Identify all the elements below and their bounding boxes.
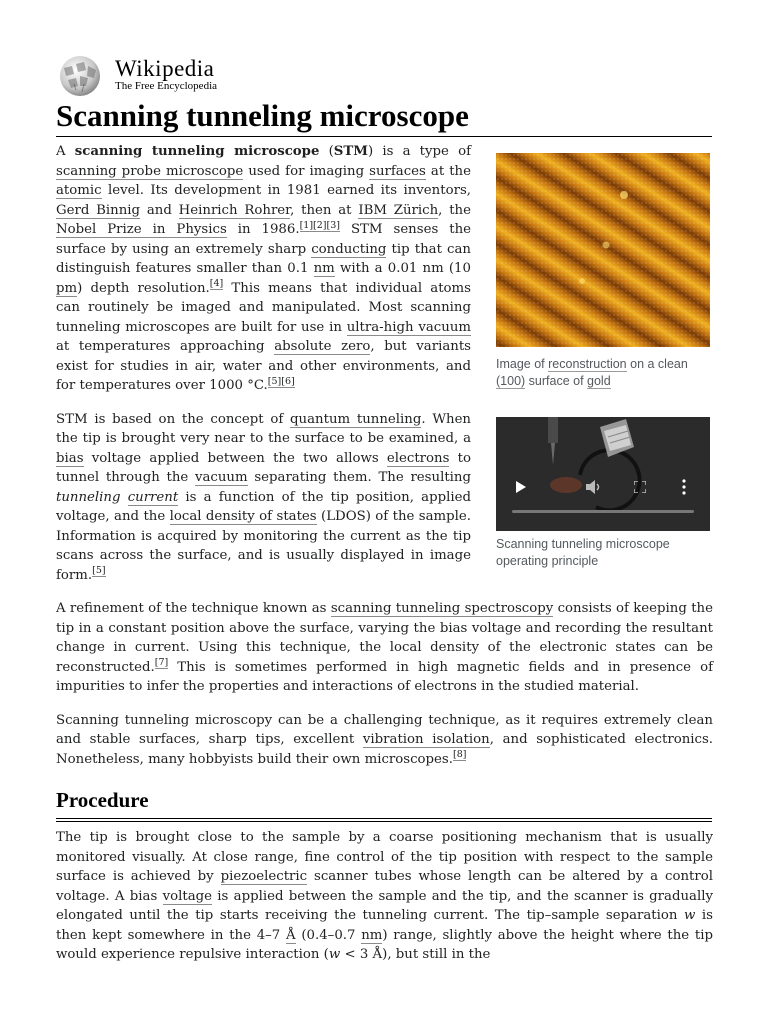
text-run: on a clean [626, 357, 688, 371]
video-progress-bar[interactable] [512, 510, 694, 513]
wiki-link[interactable]: (100) [496, 374, 526, 388]
reference-label: [8] [452, 749, 467, 761]
wiki-link[interactable]: electrons [386, 450, 450, 466]
reference-label: [5] [267, 375, 282, 387]
paragraph [56, 711, 713, 770]
reference-link[interactable] [210, 278, 223, 290]
wordmark: Wikipedia [115, 56, 215, 81]
wiki-link[interactable]: Nobel Prize in Physics [56, 222, 227, 237]
paragraph [56, 599, 713, 697]
wikipedia-logo[interactable] [56, 54, 256, 94]
figure-gold-reconstruction [496, 153, 710, 390]
text-run: < 3 Å), but still in the [340, 947, 491, 962]
text-run: , the [438, 202, 471, 218]
text-run: This is sometimes performed in high magnetic fields and in presence of impurities to infer the properties and interactions of electrons in the studied material. [56, 659, 713, 694]
reference-label: [5] [92, 565, 106, 577]
text-run: tip that can distinguish features smaller than 0.1 [56, 241, 471, 276]
text-run: used for imaging [243, 163, 370, 179]
text-run: is a function of the tip position, applied voltage, and the [56, 489, 471, 524]
page-title: Scanning tunneling microscope [56, 96, 712, 137]
text-run: , but variants exist for studies in air, water and other environments, and for temperatures over 1000 °C. [56, 339, 471, 393]
more-options-icon[interactable] [682, 479, 686, 495]
wiki-link[interactable]: nm [361, 927, 383, 943]
wiki-link[interactable]: scanning probe microscope [56, 163, 244, 179]
wiki-link[interactable]: IBM Zürich [358, 202, 439, 218]
stm-gold-image[interactable] [496, 153, 710, 347]
wiki-link[interactable]: bias [56, 450, 84, 466]
italic-text: tunneling [56, 489, 128, 505]
reference-label: [6] [281, 375, 295, 387]
text-run: scanner tubes whose length can be altered by a control voltage. A bias [56, 869, 713, 904]
text-run: and [140, 202, 179, 218]
wiki-link[interactable]: nm [313, 261, 335, 276]
text-run: This means that individual atoms can routinely be imaged and manipulated. Most scanning tunneling microscopes are built for use in [56, 280, 471, 335]
text-run: ) range, slightly above the height where the tip would experience repulsive interaction ( [56, 927, 713, 962]
text-run: A refinement of the technique known as [56, 601, 331, 616]
wiki-link[interactable]: piezoelectric [220, 869, 308, 884]
wiki-link[interactable]: vibration isolation [362, 732, 490, 747]
wiki-link[interactable]: ultra-high vacuum [346, 319, 471, 335]
reference-link[interactable] [268, 376, 281, 388]
text-run: The tip is brought close to the sample by a coarse positioning mechanism that is usually monitored visually. At close range, fine control of the tip position with respect to the sample surface is achieved by [56, 830, 713, 884]
text-run: is applied between the sample and the tip, and the scanner is gradually elongated until the tip starts receiving the tunneling current. The tip–sample separation [56, 888, 713, 923]
reference-link[interactable] [313, 220, 326, 232]
wikipedia-globe-icon [56, 54, 104, 98]
text-run: with a 0.01 nm (10 [334, 261, 471, 276]
reference-link[interactable] [300, 220, 313, 232]
text-run: ) is a type of [368, 144, 471, 159]
text-run: Scanning tunneling microscopy can be a challenging technique, as it requires extremely clean and stable surfaces, sharp tips, excellent [56, 712, 713, 747]
wiki-link[interactable]: scanning tunneling spectroscopy [330, 601, 554, 616]
italic-text: w [684, 908, 696, 923]
reference-label: [2] [313, 219, 327, 231]
wiki-link[interactable]: local density of states [169, 509, 317, 524]
reference-link[interactable] [92, 565, 105, 577]
text-run: Image of [496, 357, 549, 371]
bold-term: STM [333, 144, 368, 159]
italic-text: w [328, 947, 341, 962]
wiki-link[interactable]: current [127, 489, 179, 505]
wiki-link[interactable]: reconstruction [548, 357, 627, 371]
volume-icon[interactable] [586, 480, 602, 494]
wiki-link[interactable]: quantum tunneling [290, 411, 422, 427]
text-run: A [56, 144, 75, 159]
figure-caption [496, 536, 710, 570]
reference-label: [4] [209, 278, 224, 290]
text-run: (0.4–0.7 [295, 927, 362, 943]
text-run: in 1986. [226, 222, 300, 237]
wiki-link[interactable]: Gerd Binnig [56, 202, 141, 218]
text-run: level. Its development in 1981 earned its inventors, [101, 183, 471, 198]
reference-label: [1] [299, 219, 314, 231]
text-run: STM is based on the concept of [56, 411, 291, 427]
wiki-link[interactable]: absolute zero [274, 339, 371, 354]
wiki-link[interactable]: vacuum [194, 470, 248, 485]
figure-stm-video [496, 417, 710, 570]
wiki-link[interactable]: voltage [162, 888, 213, 904]
wiki-link[interactable]: gold [587, 374, 611, 388]
video-thumbnail [496, 417, 710, 531]
wiki-link[interactable]: Å [286, 927, 296, 943]
text-run: is then kept somewhere in the 4–7 [56, 908, 714, 943]
fullscreen-icon[interactable] [634, 481, 646, 493]
text-run: to tunnel through the [56, 450, 472, 485]
text-run: . When the tip is brought very near to the surface to be examined, a [56, 411, 471, 446]
reference-label: [7] [154, 657, 169, 669]
bold-term: scanning tunneling microscope [74, 144, 320, 159]
text-run: STM senses the surface by using an extremely sharp [56, 222, 471, 257]
wiki-link[interactable]: atomic [56, 183, 102, 198]
text-run: ) depth resolution. [77, 280, 210, 296]
reference-link[interactable] [453, 749, 466, 761]
wiki-link[interactable]: Heinrich Rohrer [178, 202, 291, 218]
text-run: ( [319, 144, 334, 159]
text-run: , then at [290, 202, 359, 218]
figure-caption [496, 356, 710, 390]
text-run: voltage applied between the two allows [83, 450, 387, 466]
reference-link[interactable] [155, 657, 168, 669]
reference-link[interactable] [281, 376, 294, 388]
section-procedure [56, 828, 713, 965]
text-run: surface of [525, 374, 588, 388]
text-run: (LDOS) of the sample. Information is acquired by monitoring the current as the tip scans across the surface, and is usually displayed in image form. [56, 509, 472, 583]
text-run: Scanning tunneling microscope operating principle [496, 537, 670, 568]
play-icon[interactable] [516, 481, 526, 493]
text-run: consists of keeping the tip in a constant position above the surface, varying the bias voltage and recording the resultant change in current. Using this technique, the local density of the electronic states can be reconstructed. [56, 601, 713, 675]
text-run: at temperatures approaching [56, 339, 275, 354]
paragraph [56, 828, 713, 965]
text-run: , and sophisticated electronics. Nonetheless, many hobbyists build their own microscopes. [56, 732, 714, 767]
wiki-link[interactable]: surfaces [369, 163, 426, 179]
text-run: at the [425, 163, 471, 179]
reference-label: [3] [326, 219, 340, 231]
wiki-link[interactable]: conducting [311, 241, 387, 257]
video-player[interactable] [496, 417, 710, 531]
section-heading: Procedure [56, 786, 712, 819]
tagline: The Free Encyclopedia [115, 80, 218, 92]
reference-link[interactable] [327, 220, 340, 232]
wiki-link[interactable]: pm [56, 280, 78, 296]
text-run: separating them. The resulting [247, 470, 471, 485]
